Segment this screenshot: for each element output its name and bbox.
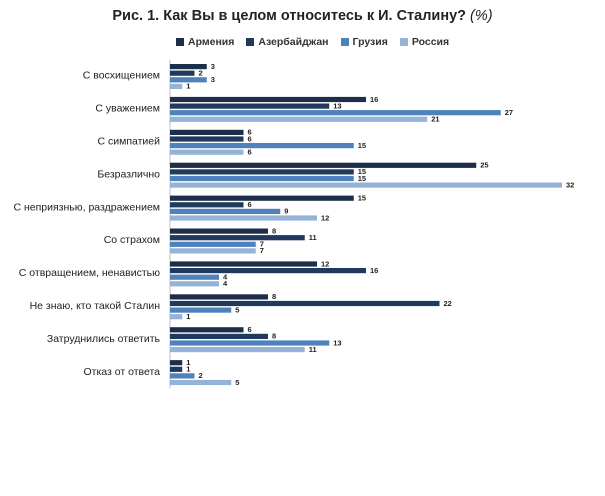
bar-4-2 [170,209,280,214]
value-label-8-0: 6 [247,325,252,335]
value-label-1-2: 27 [504,108,514,117]
bar-3-2 [170,176,354,181]
category-label-8: Затруднились ответить [46,332,160,345]
value-label-8-2: 13 [333,338,342,348]
bar-2-0 [170,130,244,135]
category-label-1: С уважением [95,102,160,115]
bar-2-2 [170,143,354,148]
category-label-6: С отвращением, ненавистью [18,267,160,280]
bar-0-3 [170,84,182,89]
bar-7-2 [170,308,231,313]
legend-label-1: Азербайджан [258,36,329,48]
bar-1-1 [170,104,329,109]
category-label-7: Не знаю, кто такой Сталин [29,300,160,312]
value-label-7-0: 8 [272,292,277,302]
bar-1-2 [170,110,501,115]
value-label-3-2: 15 [357,173,367,183]
chart-title-text: Рис. 1. Как Вы в целом относитесь к И. Сталину? [112,8,467,24]
chart-title-unit: (%) [470,8,493,24]
bar-9-1 [170,367,182,372]
value-label-0-0: 3 [210,61,215,71]
value-label-2-0: 6 [247,127,252,137]
bar-5-0 [170,229,268,234]
value-label-4-2: 9 [284,206,289,216]
value-label-9-1: 1 [186,364,191,374]
value-label-9-0: 1 [186,358,191,367]
value-label-2-2: 15 [357,140,367,150]
bar-6-3 [170,281,219,286]
bar-3-0 [170,163,476,168]
bar-9-3 [170,380,231,385]
bar-4-0 [170,196,354,201]
value-label-4-1: 6 [247,200,252,210]
value-label-9-3: 5 [235,377,240,387]
bar-4-3 [170,215,317,220]
value-label-4-0: 15 [357,193,367,203]
value-label-0-3: 1 [186,81,191,91]
value-label-5-3: 7 [259,246,264,256]
bar-2-3 [170,150,244,155]
bar-7-0 [170,294,268,299]
value-label-5-1: 11 [308,233,317,242]
legend-label-2: Грузия [352,36,388,48]
category-label-2: С симпатией [97,135,160,148]
bar-8-1 [170,334,268,339]
value-label-4-3: 12 [321,213,330,223]
bar-3-1 [170,169,354,174]
value-label-1-1: 13 [333,101,342,111]
value-label-6-1: 16 [370,265,379,275]
bar-7-1 [170,301,440,306]
value-label-7-3: 1 [186,312,191,321]
value-label-6-2: 4 [223,272,228,282]
bar-9-2 [170,373,195,378]
value-label-8-3: 11 [308,344,317,354]
bar-9-0 [170,360,182,365]
bar-3-3 [170,183,562,188]
legend-label-3: Россия [411,36,450,48]
bar-8-3 [170,347,305,352]
value-label-7-1: 22 [443,298,452,308]
value-label-3-3: 32 [566,180,575,190]
category-label-5: Со страхом [103,234,160,247]
bar-6-1 [170,268,366,273]
value-label-0-1: 2 [198,68,203,78]
bar-8-2 [170,340,329,345]
category-label-9: Отказ от ответа [83,365,160,378]
value-label-3-1: 15 [357,167,367,177]
value-label-3-0: 25 [480,160,489,170]
value-label-0-2: 3 [210,75,215,85]
bar-2-1 [170,136,244,141]
value-label-7-2: 5 [235,305,240,315]
value-label-1-0: 16 [370,94,379,104]
legend-label-0: Армения [188,36,235,48]
value-label-2-3: 6 [247,147,252,157]
value-label-2-1: 6 [247,134,252,144]
value-label-5-0: 8 [272,226,277,236]
value-label-6-3: 4 [223,279,228,289]
bar-5-1 [170,235,305,240]
bar-5-2 [170,242,256,247]
bar-7-3 [170,314,182,319]
bar-8-0 [170,327,244,332]
value-label-8-1: 8 [272,331,277,341]
bar-6-2 [170,275,219,280]
category-label-0: С восхищением [82,69,160,82]
category-label-4: С неприязнью, раздражением [13,201,160,214]
value-label-6-0: 12 [321,259,330,269]
bar-0-1 [170,71,195,76]
value-label-5-2: 7 [259,239,264,249]
bar-1-3 [170,117,427,122]
bar-5-3 [170,248,256,253]
category-label-3: Безразлично [97,168,160,181]
value-label-9-2: 2 [198,371,203,381]
bar-4-1 [170,202,244,207]
bar-6-0 [170,261,317,266]
value-label-1-3: 21 [431,114,440,124]
